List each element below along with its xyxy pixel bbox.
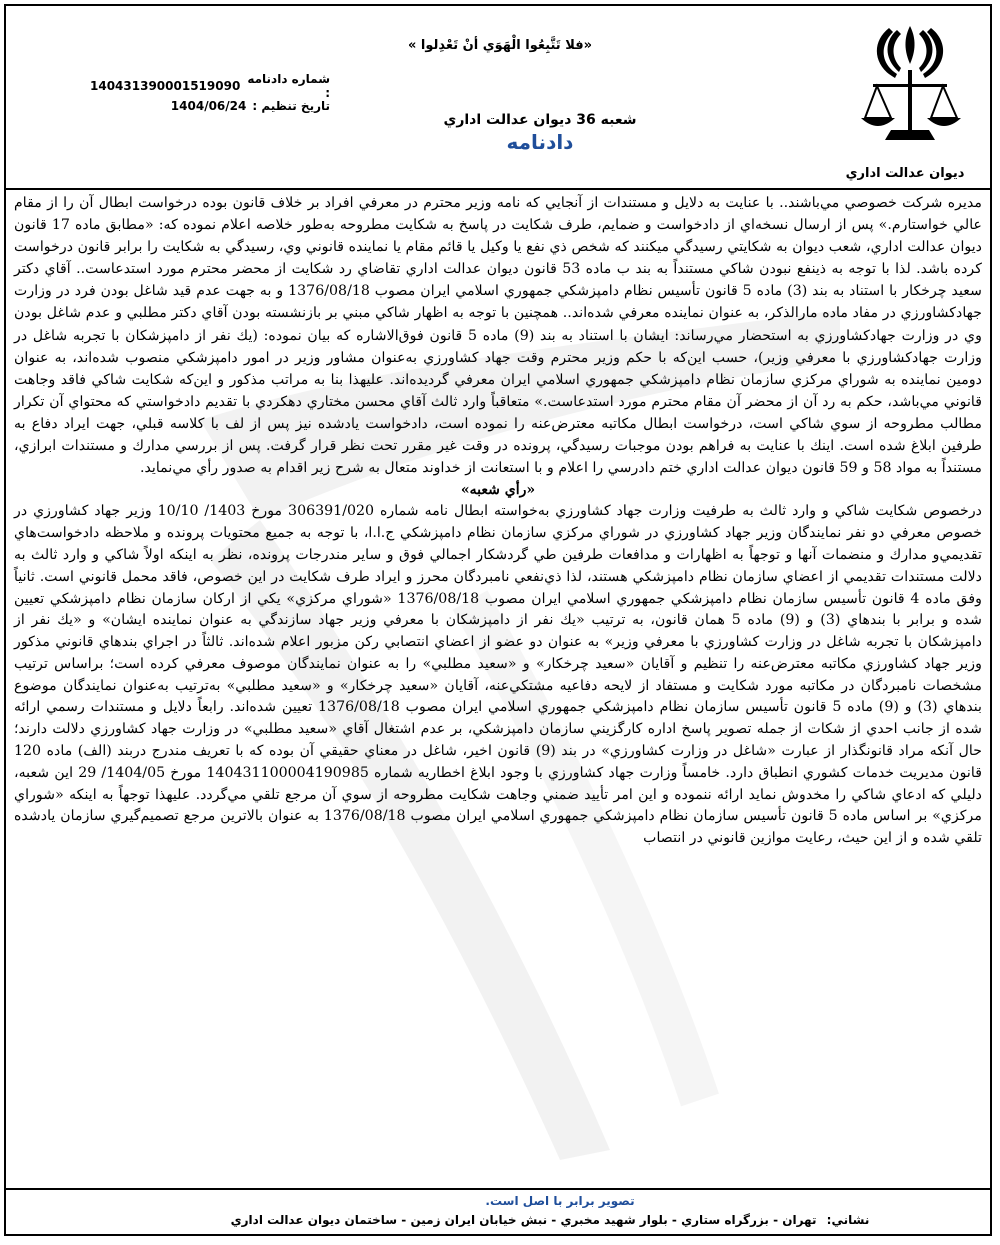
address-text: تهران - بزرگراه ستاري - بلوار شهيد مخبري - نبش خيابان ايران زمين - ساختمان ديوان عدالت اداري xyxy=(230,1213,817,1227)
address-label: نشاني: xyxy=(826,1213,870,1227)
document-metadata xyxy=(90,72,330,116)
ruling-heading: «رأي شعبه» xyxy=(460,482,536,499)
verdict-number-row xyxy=(90,72,330,100)
iran-emblem-scales-icon xyxy=(855,18,965,158)
ruling-paragraph: درخصوص شكايت شاكي و وارد ثالث به طرفيت وزارت جهاد كشاورزي به‌خواسته ابطال نامه شماره 306391/020 مورخ 1403/ 10/10 وزير جهاد كشاورزي در خصوص معرفي دو نفر نمايندگان وزير جهاد كشاورزي در شوراي مركزي سازمان نظام دامپزشكي ج.ا.ا، با توجه به جميع محتويات پرونده و ملاحظه دادخواست‌هاي تقديمي‌و مدارك و منضمات آنها و توجهاً به اظهارات و مدافعات طرفين طي گردشكار اجمالي فوق و ساير مندرجات پرونده، نظر به اينكه اولاً شاكي و وارد ثالث به دلالت مستندات تقديمي از اعضاي سازمان نظام دامپزشكي هستند، لذا ذي‌نفعي نامبردگان محرز و ايراد طرف شكايت در اين خصوص، فاقد محمل قانوني است. ثانياً وفق ماده 4 قانون تأسيس سازمان نظام دامپزشكي جمهوري اسلامي ايران مصوب 1376/08/18 «شوراي مركزي» يكي از اركان سازمان نظام دامپزشكي تعيين شده و برابر با بندهاي (3) و (9) ماده 5 همان قانون، به ترتيب «يك نفر از دامپزشكان با معرفي وزير جهاد سازندگي به عنوان نماينده ايشان» و «يك نفر از دامپزشكان با تجربه شاغل در وزارت كشاورزي با معرفي وزير» به عنوان دو عضو از اعضاي انتصابي ركن مزبور اعلام شده‌اند. ثالثاً در اجراي بندهاي قانوني مذكور وزير جهاد كشاورزي مكاتبه معترض‌عنه را تنظيم و آقايان «سعيد چرخكار» و «سعيد مطلبي» را به عنوان نمايندگان موصوف معرفي كرده است؛ براساس ترتيب مشخصات نامبردگان در مكاتبه مورد شكايت و مستفاد از لايحه دفاعيه مشتكي‌عنه، آقايان «سعيد چرخكار» و «سعيد مطلبي» به‌ترتيب به‌عنوان نمايندگان موضوع بندهاي (3) و (9) ماده 5 قانون تأسيس سازمان نظام دامپزشكي جمهوري اسلامي ايران مصوب 1376/08/18 تعيين شده‌اند. رابعاً دلايل و مستندات رسمي ارائه شده از جانب احدي از شكات از جمله تصوير پاسخ اداره كارگزيني سازمان دامپزشكي، بر عدم اشتغال آقاي «سعيد مطلبي» در وزارت جهاد كشاورزي دلالت دارند؛ حال آنكه مراد قانونگذار از عبارت «شاغل در وزارت كشاورزي» در بند (9) قانون اخير، شاغل در معناي حقيقي آن بوده كه با تعريف مندرج دربند (الف) ماده 120 قانون مديريت خدمات كشوري انطباق دارد. خامساً وزارت جهاد كشاورزي با وجود ابلاغ اخطاريه شماره 140431100004190985 مورخ 1404/05/ 29 اين شعبه، دليلي كه ادعاي شاكي را مخدوش نمايد ارائه ننموده و اين امر تأييد ضمني وجاهت شكايت مطروحه از سوي آن مرجع تلقي مي‌گردد. عليهذا توجهاً به اينكه «شوراي مركزي» بر اساس ماده 5 قانون تأسيس سازمان نظام دامپزشكي جمهوري اسلامي ايران مصوب 1376/08/18 به عنوان بالاترين مرجع تصميم‌گيري سازمان يادشده تلقي شده و از اين حيث، رعايت موازين قانوني در انتصاب xyxy=(14,503,982,847)
issue-date: 1404/06/24 xyxy=(170,99,247,113)
branch-name: شعبه 36 ديوان عدالت اداري xyxy=(443,112,637,128)
verdict-number-label: شماره دادنامه : xyxy=(247,72,330,100)
issue-date-row xyxy=(90,96,330,116)
document-title: دادنامه xyxy=(506,130,574,154)
issue-date-label: تاريخ تنظيم : xyxy=(252,99,330,113)
court-name: ديوان عدالت اداري xyxy=(845,166,965,181)
court-address xyxy=(140,1213,960,1227)
verdict-number: 140431390001519090 xyxy=(90,79,241,93)
document-body xyxy=(14,192,982,850)
case-history-paragraph: مديره شركت خصوصي مي‌باشند.. با عنايت به دلايل و مستندات از آنجايي كه نامه وزير محترم در معرفي افراد بر خلاف قانون بوده درخواست ابطال آن را از مقام عالي خواستارم.» پس از ارسال نسخه‌اي از دادخواست و ضمايم، طرف شكايت در پاسخ به شكايت مطروحه به‌طور خلاصه اعلام نموده كه: «مطابق ماده 17 قانون ديوان عدالت اداري، شعب ديوان به شكايتي رسيدگي ميكنند كه شخص ذي نفع يا وكيل يا قائم مقام يا نماينده قانوني وي، رسيدگي به شكايت را برابر قانون درخواست كرده باشد. لذا با توجه به ذينفع نبودن شاكي مستنداً به بند ب ماده 53 قانون ديوان عدالت اداري تقاضاي رد شكايت از محضر محترم مورد استدعاست.. آقاي دكتر سعيد چرخكار با استناد به بند (3) ماده 5 قانون تأسيس نظام دامپزشكي جمهوري اسلامي ايران مصوب 1376/08/18 و به جهت عدم قيد شاغل بودن فرد در وزارت جهادكشاورزي در مفاد ماده مارالذكر، به عنوان نماينده معرفي شده‌اند.. همچنين با توجه به اظهار شاكي مبني بر بازنشسته بودن آقاي دكتر مطلبي و عدم شاغل بودن وي در وزارت جهادكشاورزي به استحضار مي‌رساند: ايشان با استناد به بند (9) ماده 5 قانون فوق‌الاشاره كه بيان نموده: (يك نفر از دامپزشكان با تجربه شاغل در وزارت جهادكشاورزي با معرفي وزير)، حسب اين‌كه با حكم وزير محترم وقت جهاد كشاورزي به‌عنوان مشاور وزير در امور دامپزشكي منصوب شده‌اند، به عنوان دومين نماينده به شوراي مركزي سازمان نظام دامپزشكي جمهوري اسلامي ايران معرفي گرديده‌اند. عليهذا بنا به مراتب مذكور و اين‌كه شكايت شاكي فاقد وجاهت قانوني مي‌باشد، حكم به رد آن از محضر آن مقام محترم مورد استدعاست.» متعاقباً وارد ثالث آقاي محسن مختاري دهكردي با تقديم دادخواستي كه محتواي آن تكرار مطالب مطروحه از سوي شاكي است، درخواست ابطال مكاتبه معترض‌عنه را نموده است، دادخواست يادشده نيز پس از لف با كلاسه قبلي، جهت ايراد دفاع به طرفين ابلاغ شده است. اينك با عنايت به فراهم بودن موجبات رسيدگي، پرونده در وقت غير مقرر تحت نظر قرار گرفت. پس از بررسي مدارك و مستندات ابرازي، مستنداً به مواد 58 و 59 قانون ديوان عدالت اداري ختم دادرسي را اعلام و با استعانت از خداوند متعال به شرح زير اقدام به صدور رأي مي‌نمايد. xyxy=(14,195,983,477)
header-divider xyxy=(6,188,990,190)
quran-verse: «فلا تَتَّبِعُوا الْهَوَي أنْ تَعْدِلوا » xyxy=(408,38,592,53)
certified-copy-note: تصوير برابر با اصل است. xyxy=(485,1194,635,1208)
footer-divider xyxy=(6,1188,990,1190)
